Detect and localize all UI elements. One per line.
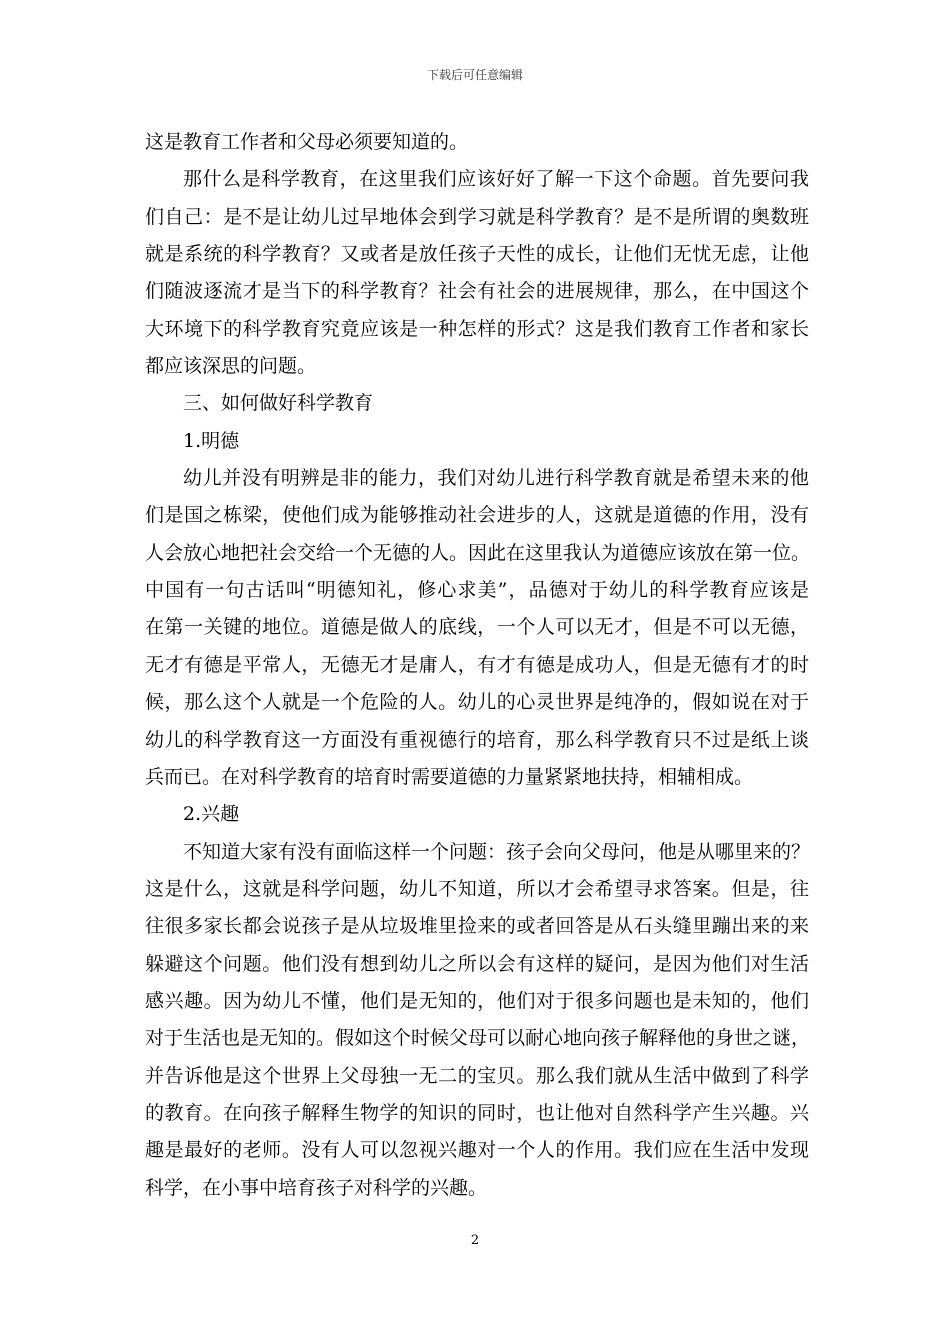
text-line: 1.明德	[183, 429, 240, 452]
text-line: 这是教育工作者和父母必须要知道的。	[145, 131, 469, 153]
text-line: 2.兴趣	[183, 803, 240, 826]
text-line: 感兴趣。因为幼儿不懂，他们是无知的，他们对于很多问题也是未知的，他们	[145, 989, 809, 1012]
text-line: 无才有德是平常人，无德无才是庸人，有才有德是成功人，但是无德有才的时	[145, 653, 809, 676]
text-line: 在第一关键的地位。道德是做人的底线，一个人可以无才，但是不可以无德，	[145, 616, 809, 639]
text-line: 这是什么，这就是科学问题，幼儿不知道，所以才会希望寻求答案。但是，往	[145, 877, 809, 900]
text-line: 科学，在小事中培育孩子对科学的兴趣。	[145, 1176, 488, 1199]
text-line: 幼儿的科学教育这一方面没有重视德行的培育，那么科学教育只不过是纸上谈	[145, 728, 809, 751]
text-line: 那什么是科学教育，在这里我们应该好好了解一下这个命题。首先要问我	[183, 168, 809, 191]
text-line: 候，那么这个人就是一个危险的人。幼儿的心灵世界是纯净的，假如说在对于	[145, 691, 809, 714]
page-number: 2	[470, 1233, 480, 1248]
document-body	[145, 124, 809, 1207]
text-line: 们随波逐流才是当下的科学教育？社会有社会的进展规律，那么，在中国这个	[145, 280, 809, 303]
text-line: 们是国之栋梁，使他们成为能够推动社会进步的人，这就是道德的作用，没有	[145, 504, 809, 527]
text-line: 中国有一句古话叫“明德知礼，修心求美”，品德对于幼儿的科学教育应该是	[145, 579, 809, 602]
page-header-note: 下载后可任意编辑	[426, 68, 523, 82]
text-line: 并告诉他是这个世界上父母独一无二的宝贝。那么我们就从生活中做到了科学	[145, 1064, 809, 1087]
text-line: 就是系统的科学教育？又或者是放任孩子天性的成长，让他们无忧无虑，让他	[145, 243, 809, 266]
text-line: 躲避这个问题。他们没有想到幼儿之所以会有这样的疑问，是因为他们对生活	[145, 952, 809, 975]
text-line: 三、如何做好科学教育	[183, 392, 374, 415]
text-line: 都应该深思的问题。	[145, 355, 317, 378]
text-line: 往很多家长都会说孩子是从垃圾堆里捡来的或者回答是从石头缝里蹦出来的来	[145, 915, 809, 938]
text-line: 们自己：是不是让幼儿过早地体会到学习就是科学教育？是不是所谓的奥数班	[145, 205, 809, 228]
text-line: 兵而已。在对科学教育的培育时需要道德的力量紧紧地扶持，相辅相成。	[145, 765, 754, 788]
text-line: 大环境下的科学教育究竟应该是一种怎样的形式？这是我们教育工作者和家长	[145, 317, 809, 340]
text-line: 不知道大家有没有面临这样一个问题：孩子会向父母问，他是从哪里来的？	[183, 840, 811, 863]
text-line: 人会放心地把社会交给一个无德的人。因此在这里我认为道德应该放在第一位。	[145, 541, 811, 564]
text-line: 对于生活也是无知的。假如这个时候父母可以耐心地向孩子解释他的身世之谜，	[145, 1027, 811, 1050]
text-line: 的教育。在向孩子解释生物学的知识的同时，也让他对自然科学产生兴趣。兴	[145, 1101, 809, 1124]
text-line: 趣是最好的老师。没有人可以忽视兴趣对一个人的作用。我们应在生活中发现	[145, 1139, 809, 1162]
text-line: 幼儿并没有明辨是非的能力，我们对幼儿进行科学教育就是希望未来的他	[183, 467, 809, 490]
